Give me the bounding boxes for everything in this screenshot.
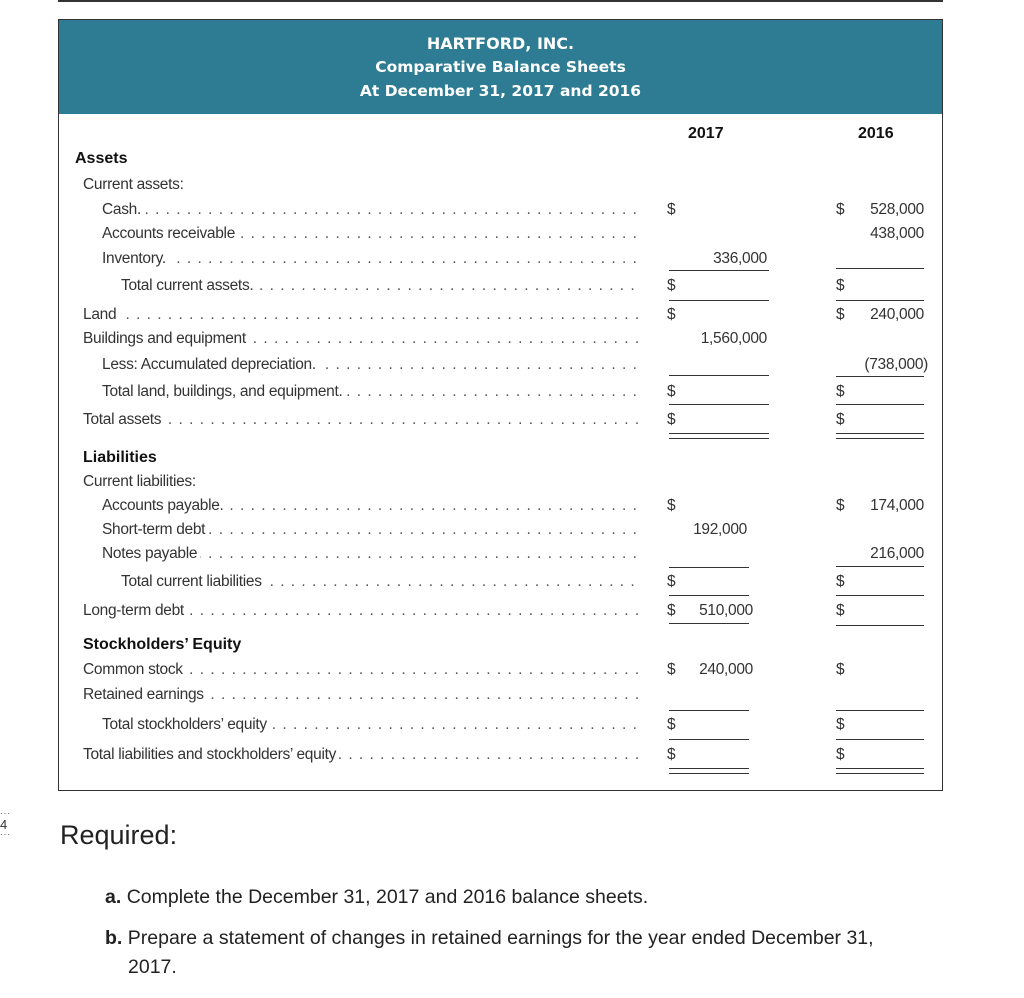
total-current-assets-2016: $ (836, 277, 845, 294)
underline (836, 625, 924, 626)
underline (836, 404, 924, 405)
underline (836, 710, 924, 711)
underline (669, 375, 769, 376)
question-b-letter: b. (105, 927, 123, 949)
row-label: Current liabilities: (83, 473, 196, 490)
land-row (59, 303, 942, 327)
retained-earnings-row (59, 683, 942, 707)
total-current-assets-2017: $ (667, 277, 676, 294)
dots-above: ··· (0, 809, 11, 818)
long-term-debt-row (59, 599, 942, 623)
dots-below: ··· (0, 830, 11, 839)
double-underline (669, 433, 769, 439)
question-b-continued (128, 953, 177, 981)
underline (836, 739, 924, 740)
cash-2017: $ (667, 201, 676, 218)
section-heading-equity: Stockholders’ Equity (83, 636, 242, 653)
notes-payable-row (59, 542, 942, 566)
accounts-payable-2016: $ 174,000 (836, 497, 924, 514)
accumulated-depreciation-row (59, 353, 942, 377)
total-stockholders-equity-2017: $ (667, 716, 676, 733)
assets-heading-row (59, 147, 942, 171)
section-heading-assets: Assets (75, 150, 128, 167)
common-stock-2017: $ 240,000 (667, 661, 753, 678)
company-name: HARTFORD, INC. (426, 34, 575, 53)
total-assets-2017: $ (667, 411, 676, 428)
short-term-debt-2017: 192,000 (693, 521, 747, 538)
land-2016: $ 240,000 (836, 306, 924, 323)
question-a (105, 883, 648, 911)
accounts-payable-row (59, 494, 942, 518)
row-label: Total liabilities and stockholders’ equity . . . (83, 743, 642, 767)
required-heading: Required: (60, 820, 178, 850)
row-label: Cash. . . . (102, 198, 642, 222)
row-label: Accounts payable. . . . (102, 494, 642, 518)
underline (669, 595, 749, 596)
total-assets-row (59, 408, 942, 432)
top-rule (58, 0, 943, 2)
common-stock-2016: $ (836, 661, 845, 678)
double-underline (669, 768, 749, 774)
underline (669, 623, 749, 624)
row-label: Land . . . (83, 303, 642, 327)
question-a-letter: a. (105, 886, 122, 908)
underline (669, 567, 749, 568)
underline (669, 270, 769, 271)
underline (836, 300, 924, 301)
land-2017: $ (667, 306, 676, 323)
underline (669, 300, 769, 301)
equity-heading-row (59, 633, 942, 657)
column-header-2016: 2016 (858, 125, 894, 142)
inventory-2017: 336,000 (713, 250, 767, 267)
total-liabilities-equity-row (59, 743, 942, 767)
underline (669, 739, 749, 740)
total-land-2017: $ (667, 383, 676, 400)
double-underline (836, 433, 924, 439)
underline (836, 376, 924, 377)
row-label: Buildings and equipment . . . (83, 327, 642, 351)
row-label: Inventory. . . . (102, 247, 642, 271)
question-b-text-2: 2017. (128, 956, 177, 978)
row-label: Common stock . . . (83, 658, 642, 682)
statement-header (59, 20, 942, 114)
column-header-2017: 2017 (688, 125, 724, 142)
balance-sheet (58, 19, 943, 791)
row-label: Total current assets. . . . (121, 274, 642, 298)
total-assets-2016: $ (836, 411, 845, 428)
liabilities-heading-row (59, 446, 942, 470)
common-stock-row (59, 658, 942, 682)
long-term-debt-2016: $ (836, 602, 845, 619)
row-label: Less: Accumulated depreciation. . . . (102, 353, 642, 377)
total-liabilities-equity-2017: $ (667, 746, 676, 763)
row-label: Total current liabilities . . . (121, 570, 642, 594)
question-b-text: Prepare a statement of changes in retained earnings for the year ended December 31, (127, 927, 874, 949)
row-label: Total stockholders’ equity . . . (102, 713, 642, 737)
buildings-2017: 1,560,000 (700, 330, 767, 347)
accounts-payable-2017: $ (667, 497, 676, 514)
total-stockholders-equity-row (59, 713, 942, 737)
total-liabilities-equity-2016: $ (836, 746, 845, 763)
accounts-receivable-2016: 438,000 (870, 225, 924, 242)
question-number-text: 4 (0, 817, 8, 832)
inventory-row (59, 247, 942, 271)
row-label: Long-term debt . . . (83, 599, 642, 623)
statement-title: Comparative Balance Sheets (375, 58, 626, 76)
current-liabilities-row (59, 470, 942, 494)
row-label: Short-term debt . . . (102, 518, 642, 542)
underline (836, 268, 924, 269)
total-land-2016: $ (836, 383, 845, 400)
row-label: Total land, buildings, and equipment. . . . (102, 380, 642, 404)
row-label: Total assets . . . (83, 408, 642, 432)
notes-payable-2016: 216,000 (870, 545, 924, 562)
row-label: Retained earnings . . . (83, 683, 642, 707)
underline (836, 595, 924, 596)
double-underline (836, 768, 924, 774)
total-current-liabilities-2017: $ (667, 573, 676, 590)
buildings-row (59, 327, 942, 351)
underline (669, 404, 769, 405)
accounts-receivable-row (59, 222, 942, 246)
total-stockholders-equity-2016: $ (836, 716, 845, 733)
cash-row (59, 198, 942, 222)
row-label: Notes payable . . . (102, 542, 642, 566)
short-term-debt-row (59, 518, 942, 542)
underline (669, 710, 749, 711)
statement-date: At December 31, 2017 and 2016 (359, 82, 642, 100)
total-current-liabilities-2016: $ (836, 573, 845, 590)
question-b (105, 924, 874, 952)
total-land-row (59, 380, 942, 404)
accumulated-depreciation-2016: (738,000) (864, 356, 928, 373)
total-current-liabilities-row (59, 570, 942, 594)
total-current-assets-row (59, 274, 942, 298)
cash-2016: $ 528,000 (836, 201, 924, 218)
underline (836, 566, 924, 567)
row-label: Accounts receivable . . . (102, 222, 642, 246)
row-label: Current assets: (83, 176, 184, 193)
question-a-text: Complete the December 31, 2017 and 2016 balance sheets. (126, 886, 649, 908)
long-term-debt-2017: $ 510,000 (667, 602, 753, 619)
section-heading-liabilities: Liabilities (83, 449, 157, 466)
current-assets-row (59, 173, 942, 197)
question-number (0, 811, 11, 838)
